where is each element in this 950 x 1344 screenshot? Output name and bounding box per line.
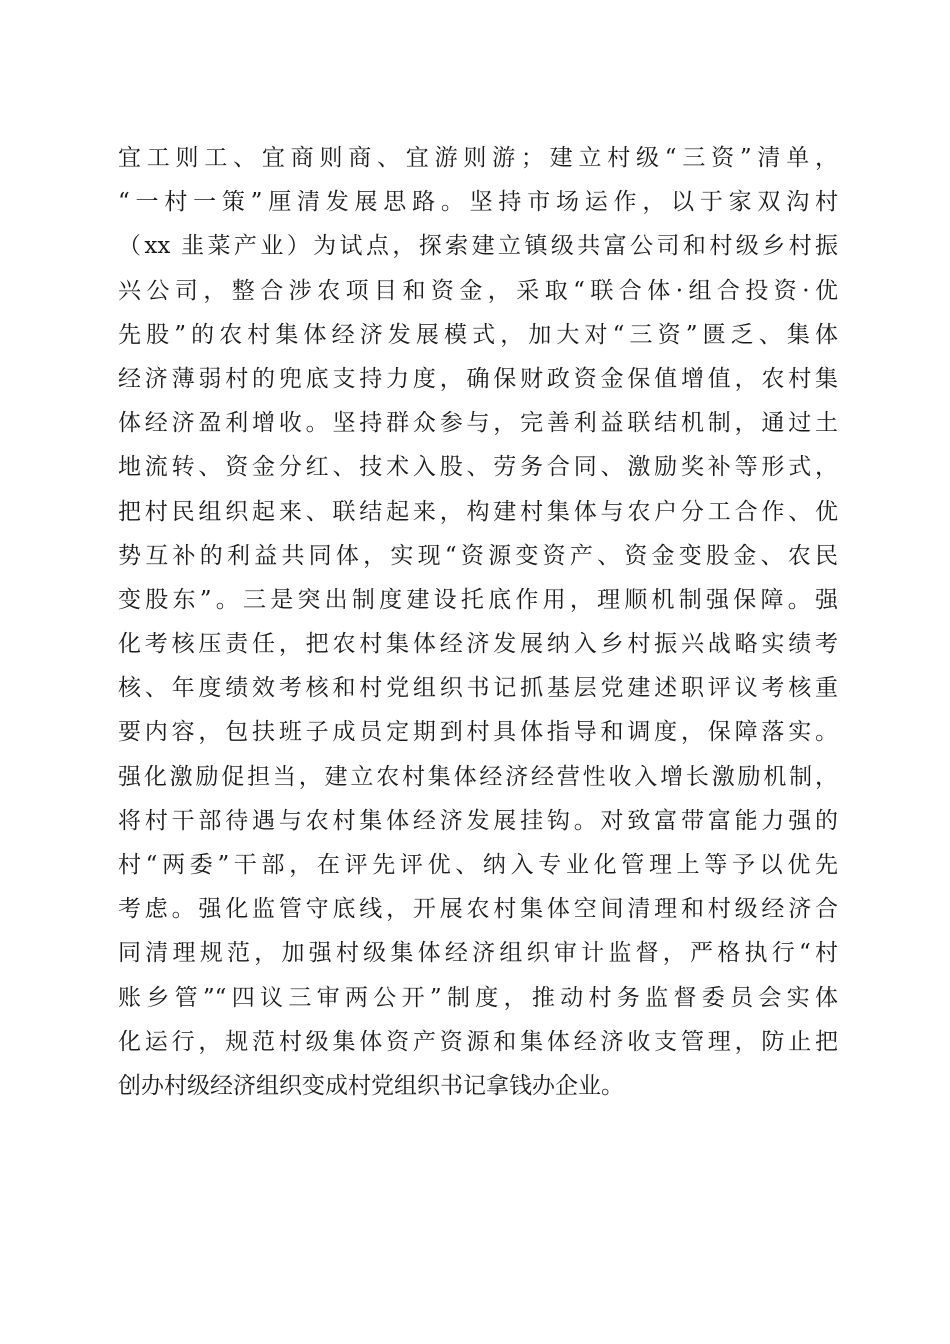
- text-line-2: “一村一策”厘清发展思路。坚持市场运作，以于家双沟村: [118, 189, 838, 216]
- text-line-18: 考虑。强化监管守底线，开展农村集体空间清理和村级经济合: [118, 896, 838, 923]
- text-line-1: 宜工则工、宜商则商、宜游则游；建立村级“三资”清单，: [118, 145, 838, 171]
- text-line-8: 地流转、资金分红、技术入股、劳务合同、激励奖补等形式，: [118, 454, 838, 481]
- text-line-13: 核、年度绩效考核和村党组织书记抓基层党建述职评议考核重: [118, 675, 838, 702]
- text-line-10: 势互补的利益共同体，实现“资源变资产、资金变股金、农民: [118, 542, 838, 569]
- text-line-11: 变股东”。三是突出制度建设托底作用，理顺机制强保障。强: [118, 586, 838, 613]
- text-line-4: 兴公司，整合涉农项目和资金，采取“联合体·组合投资·优: [118, 277, 838, 304]
- text-line-5: 先股”的农村集体经济发展模式，加大对“三资”匮乏、集体: [118, 321, 838, 348]
- body-paragraph: [118, 136, 838, 1108]
- text-line-7: 体经济盈利增收。坚持群众参与，完善利益联结机制，通过土: [118, 410, 838, 437]
- text-line-9: 把村民组织起来、联结起来，构建村集体与农户分工合作、优: [118, 498, 838, 525]
- text-line-17: 村“两委”干部，在评先评优、纳入专业化管理上等予以优先: [118, 852, 838, 878]
- text-line-6: 经济薄弱村的兜底支持力度，确保财政资金保值增值，农村集: [118, 365, 838, 392]
- text-line-14: 要内容，包扶班子成员定期到村具体指导和调度，保障落实。: [118, 719, 838, 746]
- text-line-16: 将村干部待遇与农村集体经济发展挂钩。对致富带富能力强的: [118, 807, 838, 834]
- text-line-19: 同清理规范，加强村级集体经济组织审计监督，严格执行“村: [118, 940, 838, 967]
- text-line-12: 化考核压责任，把农村集体经济发展纳入乡村振兴战略实绩考: [118, 631, 838, 658]
- text-line-22: 创办村级经济组织变成村党组织书记拿钱办企业。: [118, 1072, 624, 1099]
- text-line-21: 化运行，规范村级集体资产资源和集体经济收支管理，防止把: [118, 1028, 838, 1055]
- text-line-20: 账乡管”“四议三审两公开”制度，推动村务监督委员会实体: [118, 984, 838, 1011]
- text-line-3: （xx 韭菜产业）为试点，探索建立镇级共富公司和村级乡村振: [118, 233, 838, 260]
- text-line-15: 强化激励促担当，建立农村集体经济经营性收入增长激励机制，: [118, 763, 838, 790]
